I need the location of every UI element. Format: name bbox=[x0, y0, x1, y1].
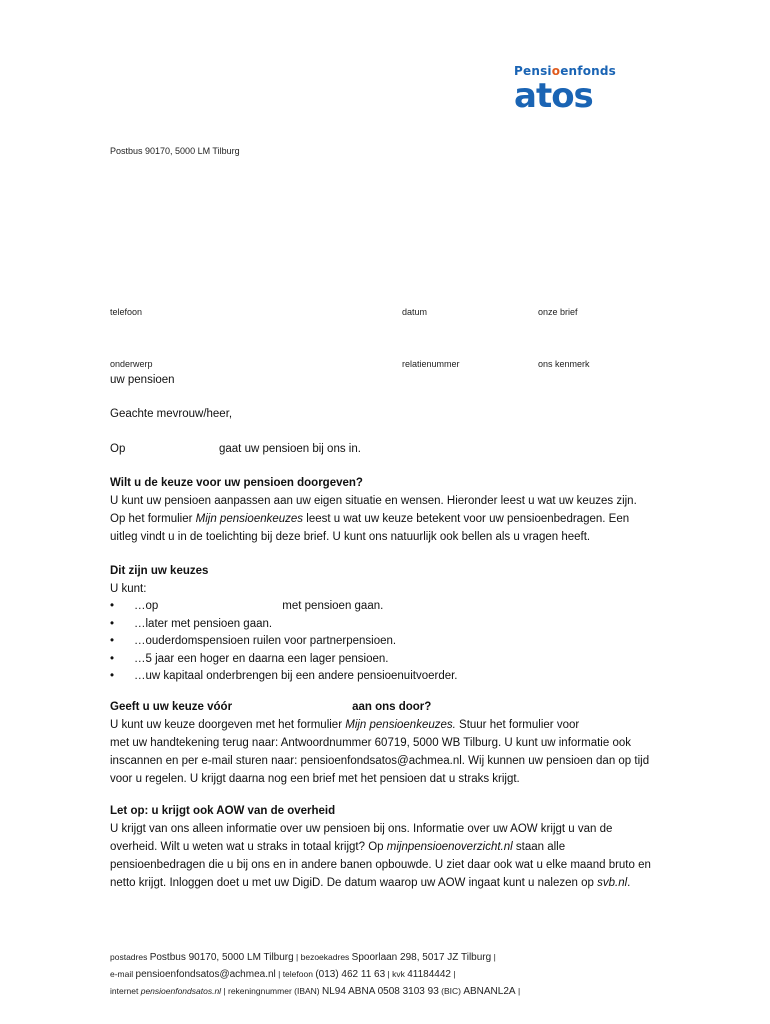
section-aow-line: netto krijgt. Inloggen doet u met uw DigiD. De datum waarop uw AOW ingaat kunt u nalezen op svb.nl. bbox=[110, 877, 631, 889]
section-keuze-heading: Wilt u de keuze voor uw pensioen doorgeven? bbox=[110, 477, 363, 489]
list-item: • …later met pensioen gaan. bbox=[110, 616, 670, 634]
section-keuze bbox=[110, 474, 670, 546]
section-aow-line: overheid. Wilt u weten wat u straks in totaal krijgt? Op mijnpensioenoverzicht.nl staan alle bbox=[110, 841, 566, 853]
section-keuzes bbox=[110, 562, 670, 686]
email-link[interactable]: pensioenfondsatos@achmea.nl bbox=[135, 969, 276, 980]
logo-wordmark-main: atos bbox=[514, 76, 593, 116]
section-doorgeven bbox=[110, 698, 670, 788]
section-aow-line: U krijgt van ons alleen informatie over uw pensioen bij ons. Informatie over uw AOW krijgt u van de bbox=[110, 823, 613, 835]
label-telefoon: telefoon bbox=[110, 307, 143, 317]
section-aow-heading: Let op: u krijgt ook AOW van de overheid bbox=[110, 805, 336, 817]
website-link[interactable]: mijnpensioenoverzicht.nl bbox=[386, 841, 513, 853]
form-name: Mijn pensioenkeuzes bbox=[195, 513, 304, 525]
section-aow-line: pensioenbedragen die u bij ons en in andere banen opbouwde. U ziet daar ook wat u elke maand bruto en bbox=[110, 859, 651, 871]
form-name: Mijn pensioenkeuzes. bbox=[345, 719, 456, 731]
salutation: Geachte mevrouw/heer, bbox=[110, 408, 233, 420]
logo-wordmark-top: Pensioenfonds bbox=[514, 64, 617, 78]
footer-line-address: postadres Postbus 90170, 5000 LM Tilburg | bezoekadres Spoorlaan 298, 5017 JZ Tilburg | bbox=[110, 952, 496, 963]
section-keuzes-heading: Dit zijn uw keuzes bbox=[110, 565, 209, 577]
label-onderwerp: onderwerp bbox=[110, 359, 153, 369]
subject-value: uw pensioen bbox=[110, 374, 175, 386]
choices-list bbox=[110, 598, 670, 686]
intro-rest: gaat uw pensioen bij ons in. bbox=[219, 443, 361, 455]
list-item: • …op met pensioen gaan. bbox=[110, 598, 670, 616]
bullet-icon: • bbox=[110, 617, 115, 630]
section-doorgeven-line: met uw handtekening terug naar: Antwoordnummer 60719, 5000 WB Tilburg. U kunt uw informatie ook bbox=[110, 737, 631, 749]
section-keuzes-intro: U kunt: bbox=[110, 583, 147, 595]
list-item: • …uw kapitaal onderbrengen bij een andere pensioenuitvoerder. bbox=[110, 668, 670, 686]
section-keuze-line: Op het formulier Mijn pensioenkeuzes leest u wat uw keuze betekent voor uw pensioenbedragen. Een bbox=[110, 513, 630, 525]
label-ons-kenmerk: ons kenmerk bbox=[538, 359, 590, 369]
label-onze-brief: onze brief bbox=[538, 307, 578, 317]
intro-op: Op bbox=[110, 443, 126, 455]
section-doorgeven-line: voor u regelen. U krijgt daarna nog een brief met het pensioen dat u straks krijgt. bbox=[110, 773, 520, 785]
section-aow bbox=[110, 802, 670, 892]
footer bbox=[110, 949, 710, 1000]
logo bbox=[514, 64, 624, 116]
return-address: Postbus 90170, 5000 LM Tilburg bbox=[110, 146, 240, 156]
section-keuze-line: uitleg vindt u in de toelichting bij deze brief. U kunt ons natuurlijk ook bellen als u vragen heeft. bbox=[110, 531, 591, 543]
bullet-icon: • bbox=[110, 670, 115, 682]
section-keuze-line: U kunt uw pensioen aanpassen aan uw eigen situatie en wensen. Hieronder leest u wat uw keuzes zijn. bbox=[110, 495, 637, 507]
section-doorgeven-line: inscannen en per e-mail sturen naar: pensioenfondsatos@achmea.nl. Wij kunnen uw pensioen dan op tijd bbox=[110, 755, 650, 767]
bullet-icon: • bbox=[110, 652, 115, 665]
website-link[interactable]: svb.nl bbox=[597, 877, 628, 889]
list-item: • …ouderdomspensioen ruilen voor partnerpensioen. bbox=[110, 633, 670, 651]
footer-line-bank: internet pensioenfondsatos.nl | rekeningnummer (IBAN) NL94 ABNA 0508 3103 93 (BIC) ABNANL2A | bbox=[110, 986, 521, 997]
section-doorgeven-heading: Geeft u uw keuze vóór aan ons door? bbox=[110, 701, 432, 713]
list-item: • …5 jaar een hoger en daarna een lager pensioen. bbox=[110, 651, 670, 669]
section-doorgeven-line: U kunt uw keuze doorgeven met het formulier Mijn pensioenkeuzes. Stuur het formulier voor bbox=[110, 719, 580, 731]
bullet-icon: • bbox=[110, 635, 115, 647]
website-link[interactable]: pensioenfondsatos.nl bbox=[140, 986, 222, 996]
label-datum: datum bbox=[402, 307, 428, 317]
footer-line-contact: e-mail pensioenfondsatos@achmea.nl | telefoon (013) 462 11 63 | kvk 41184442 | bbox=[110, 969, 456, 980]
bullet-icon: • bbox=[110, 600, 115, 612]
label-relatienummer: relatienummer bbox=[402, 359, 460, 369]
